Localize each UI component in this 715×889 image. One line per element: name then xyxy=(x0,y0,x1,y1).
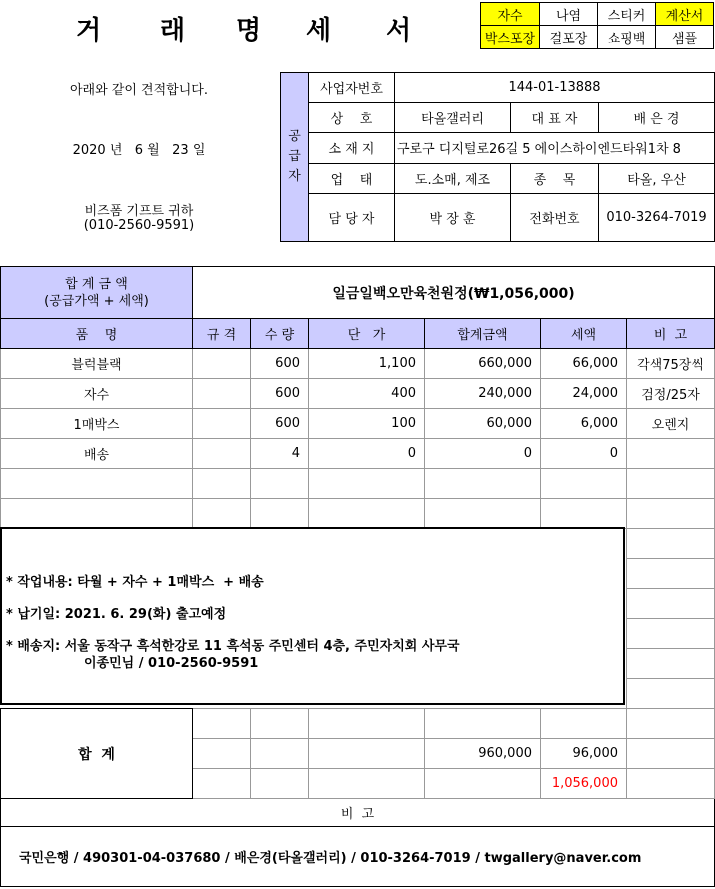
phone: 010-3264-7019 xyxy=(599,193,715,241)
side-char: 자 xyxy=(288,169,301,184)
address: 구로구 디지털로26길 5 에이스하이엔드타워1차 8 xyxy=(395,133,715,163)
recipient: 비즈폼 기프트 귀하 xyxy=(84,203,194,219)
table-row xyxy=(1,349,715,379)
ceo-label: 대 표 자 xyxy=(511,103,599,133)
business-item: 타올, 우산 xyxy=(599,163,715,193)
memo-box xyxy=(0,527,625,705)
item-name: 자수 xyxy=(1,379,193,409)
item-price: 100 xyxy=(309,409,425,439)
item-price: 0 xyxy=(309,439,425,469)
col-qty: 수 량 xyxy=(251,319,309,349)
remarks-label: 비 고 xyxy=(1,799,715,827)
item-tax: 66,000 xyxy=(541,349,627,379)
item-name: 1매박스 xyxy=(1,409,193,439)
side-char: 급 xyxy=(288,149,301,164)
tag-sticker: 스티커 xyxy=(598,3,656,26)
tag-embroidery: 자수 xyxy=(481,3,540,26)
document-title xyxy=(0,0,478,50)
memo-work: * 작업내용: 타월 + 자수 + 1매박스 + 배송 xyxy=(6,575,264,590)
item-price: 1,100 xyxy=(309,349,425,379)
item-note: 오렌지 xyxy=(627,409,715,439)
tag-print: 나염 xyxy=(540,3,598,26)
item-note: 각색75장씩 xyxy=(627,349,715,379)
business-item-label: 종 목 xyxy=(511,163,599,193)
item-tax: 24,000 xyxy=(541,379,627,409)
item-amount: 0 xyxy=(425,439,541,469)
tag-invoice: 계산서 xyxy=(656,3,714,26)
quote-date: 2020 년 6 월 23 일 xyxy=(72,142,206,158)
col-amount: 합계금액 xyxy=(425,319,541,349)
biz-no-label: 사업자번호 xyxy=(309,73,395,103)
item-price: 400 xyxy=(309,379,425,409)
item-amount: 240,000 xyxy=(425,379,541,409)
title-char: 세 xyxy=(306,16,332,46)
item-tax: 6,000 xyxy=(541,409,627,439)
item-tax: 0 xyxy=(541,439,627,469)
col-spec: 규 격 xyxy=(193,319,251,349)
total-amount-text: 일금일백오만육천원정(₩1,056,000) xyxy=(193,267,715,319)
item-spec xyxy=(193,379,251,409)
address-label: 소 재 지 xyxy=(309,133,395,163)
sum-tax: 96,000 xyxy=(541,739,627,769)
item-name: 블럭블랙 xyxy=(1,349,193,379)
contact-label: 담 당 자 xyxy=(309,193,395,241)
col-tax: 세액 xyxy=(541,319,627,349)
supplier-info xyxy=(280,72,715,242)
footer-bank-info: 국민은행 / 490301-04-037680 / 배은경(타올갤러리) / 010-3264-7019 / twgallery@naver.com xyxy=(1,827,715,887)
tag-box-packing: 박스포장 xyxy=(481,26,540,49)
total-label-line: 합 계 금 액 xyxy=(65,276,128,292)
total-label-line: (공급가액 + 세액) xyxy=(44,293,149,309)
supplier-side-label xyxy=(281,73,309,242)
table-row xyxy=(1,439,715,469)
item-spec xyxy=(193,349,251,379)
item-qty: 600 xyxy=(251,409,309,439)
recipient-phone: (010-2560-9591) xyxy=(83,217,195,233)
phone-label: 전화번호 xyxy=(511,193,599,241)
col-note: 비 고 xyxy=(627,319,715,349)
ceo-name: 배 은 경 xyxy=(599,103,715,133)
item-note xyxy=(627,439,715,469)
col-item: 품 명 xyxy=(1,319,193,349)
grand-total: 1,056,000 xyxy=(541,769,627,799)
title-char: 명 xyxy=(236,16,262,46)
item-amount: 60,000 xyxy=(425,409,541,439)
memo-address: * 배송지: 서울 동작구 흑석한강로 11 흑석동 주민센터 4층, 주민자치회 사무국 xyxy=(6,639,460,654)
sum-label: 합 계 xyxy=(1,709,193,799)
memo-recipient: 이종민님 / 010-2560-9591 xyxy=(84,656,259,671)
item-qty: 600 xyxy=(251,349,309,379)
business-type-label: 업 태 xyxy=(309,163,395,193)
company-name-label: 상 호 xyxy=(309,103,395,133)
table-row xyxy=(1,499,715,529)
table-row xyxy=(1,379,715,409)
item-qty: 600 xyxy=(251,379,309,409)
tag-sample: 샘플 xyxy=(656,26,714,49)
tag-bag-packing: 걸포장 xyxy=(540,26,598,49)
memo-delivery-date: * 납기일: 2021. 6. 29(화) 출고예정 xyxy=(6,607,227,622)
item-qty: 4 xyxy=(251,439,309,469)
company-name: 타올갤러리 xyxy=(395,103,511,133)
item-note: 검정/25자 xyxy=(627,379,715,409)
item-amount: 660,000 xyxy=(425,349,541,379)
table-row xyxy=(1,469,715,499)
item-spec xyxy=(193,409,251,439)
sum-amount: 960,000 xyxy=(425,739,541,769)
col-price: 단 가 xyxy=(309,319,425,349)
item-spec xyxy=(193,439,251,469)
intro-text: 아래와 같이 견적합니다. xyxy=(70,82,208,98)
table-row xyxy=(1,409,715,439)
category-tags xyxy=(480,2,714,49)
biz-no: 144-01-13888 xyxy=(395,73,715,103)
total-amount-label xyxy=(1,267,193,319)
tag-shopping-bag: 쇼핑백 xyxy=(598,26,656,49)
title-char: 거 xyxy=(76,16,102,46)
title-char: 서 xyxy=(386,16,412,46)
title-char: 래 xyxy=(160,16,186,46)
business-type: 도.소매, 제조 xyxy=(395,163,511,193)
side-char: 공 xyxy=(288,129,301,144)
item-name: 배송 xyxy=(1,439,193,469)
contact-name: 박 장 훈 xyxy=(395,193,511,241)
